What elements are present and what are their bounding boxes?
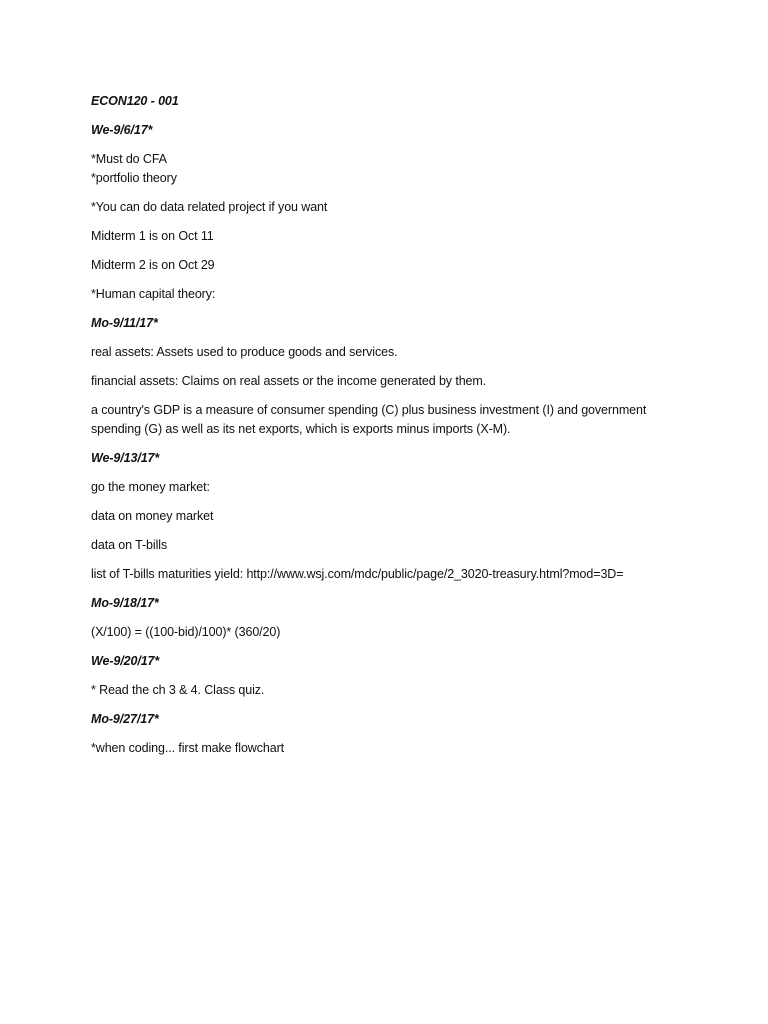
formula-line: (X/100) = ((100-bid)/100)* (360/20) (91, 625, 281, 639)
course-title: ECON120 - 001 (91, 94, 179, 108)
note-line: Midterm 1 is on Oct 11 (91, 229, 214, 243)
session-date: Mo-9/11/17* (91, 316, 158, 330)
note-line: real assets: Assets used to produce goods and services. (91, 345, 398, 359)
note-line: *Must do CFA (91, 152, 167, 166)
session-date: Mo-9/27/17* (91, 712, 159, 726)
session-date: Mo-9/18/17* (91, 596, 159, 610)
note-line: data on money market (91, 509, 214, 523)
note-line-url: list of T-bills maturities yield: http://www.wsj.com/mdc/public/page/2_3020-treasury.html?mod=3D= (91, 567, 624, 581)
note-line: *You can do data related project if you want (91, 200, 328, 214)
note-line: * Read the ch 3 & 4. Class quiz. (91, 683, 265, 697)
note-line: financial assets: Claims on real assets or the income generated by them. (91, 374, 487, 388)
note-line: go the money market: (91, 480, 210, 494)
note-line: data on T-bills (91, 538, 168, 552)
session-date: We-9/6/17* (91, 123, 153, 137)
notes-body (91, 92, 691, 768)
note-line: *portfolio theory (91, 171, 177, 185)
session-date: We-9/20/17* (91, 654, 160, 668)
session-date: We-9/13/17* (91, 451, 160, 465)
note-line: *when coding... first make flowchart (91, 741, 285, 755)
note-line: *Human capital theory: (91, 287, 216, 301)
note-paragraph: a country's GDP is a measure of consumer spending (C) plus business investment (I) and government spending (G) as well as its net exports, which is exports minus imports (X-M). (91, 403, 647, 436)
note-line: Midterm 2 is on Oct 29 (91, 258, 215, 272)
